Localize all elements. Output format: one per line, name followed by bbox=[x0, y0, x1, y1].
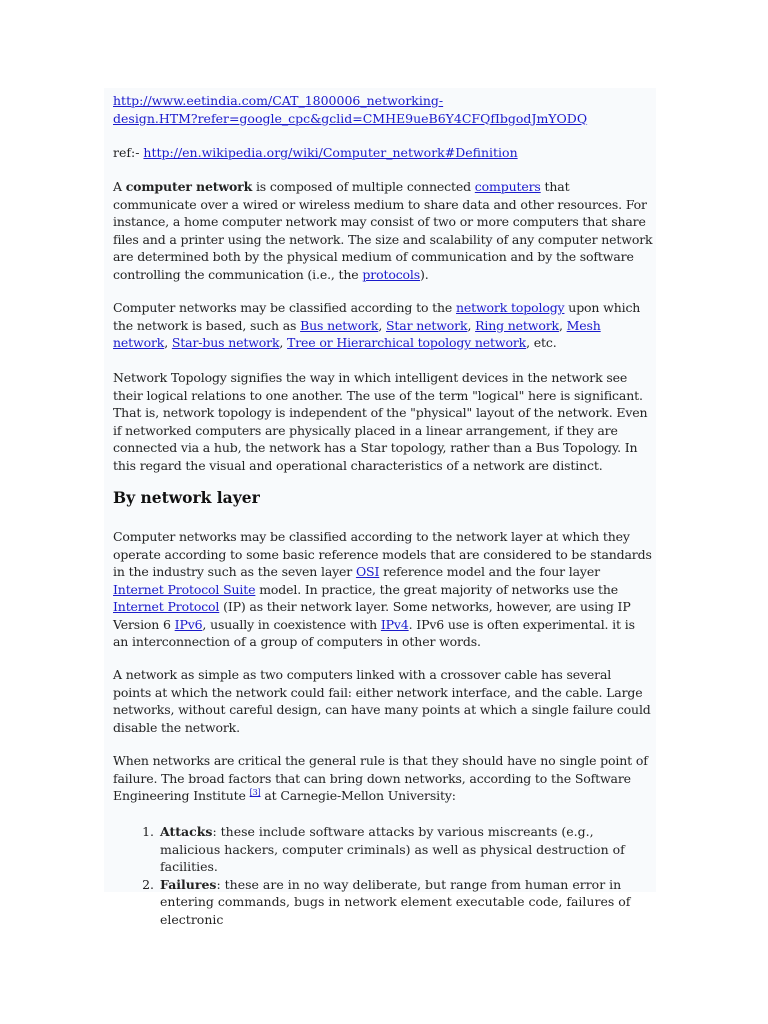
text-span: model. In practice, the great majority of networks use the bbox=[255, 581, 619, 597]
eetindia-link-line1: http://www.eetindia.com/CAT_1800006_networking- bbox=[113, 93, 444, 108]
text-span: reference model and the four layer bbox=[379, 564, 600, 579]
tree-topology-link[interactable]: Tree or Hierarchical topology network bbox=[287, 335, 527, 350]
eetindia-link-line2: design.HTM?refer=google_cpc&gclid=CMHE9ueB6Y4CFQfIbgodJmYODQ bbox=[113, 110, 588, 126]
text-span: , usually in coexistence with bbox=[202, 616, 381, 632]
separator: , bbox=[467, 317, 476, 333]
separator: , bbox=[164, 335, 172, 350]
separator: , bbox=[378, 317, 386, 333]
ipv6-link[interactable]: IPv6 bbox=[174, 616, 203, 632]
paragraph-network-layer bbox=[113, 528, 653, 651]
paragraph-critical-networks bbox=[113, 752, 653, 805]
section-heading: By network layer bbox=[113, 488, 260, 507]
internet-protocol-link[interactable]: Internet Protocol bbox=[113, 599, 220, 614]
text-span: Computer networks may be classified according to the network layer at which they operate according to some basic reference models that are considered to be standards in the industry such as the seven layer bbox=[113, 529, 652, 579]
eetindia-link[interactable] bbox=[113, 93, 587, 126]
star-network-link[interactable]: Star network bbox=[386, 317, 468, 333]
text-span: is composed of multiple connected bbox=[252, 179, 475, 194]
text-span: , etc. bbox=[526, 335, 557, 350]
source-link-block bbox=[113, 92, 653, 127]
text-span: . IPv6 use is often experimental. it is an interconnection of a group of computers in other words. bbox=[113, 616, 635, 649]
separator: , bbox=[279, 335, 288, 350]
separator: , bbox=[558, 317, 567, 333]
section-heading-block bbox=[113, 489, 653, 507]
footnote-3-link[interactable]: [3] bbox=[249, 787, 261, 797]
list-item-text: : these include software attacks by various miscreants (e.g., malicious hackers, computer criminals) as well as physical destruction of facilities. bbox=[160, 824, 625, 874]
ref-line bbox=[113, 144, 653, 162]
list-item-text: : these are in no way deliberate, but range from human error in entering commands, bugs in network element executable code, failures of electronic bbox=[160, 876, 631, 927]
document-page bbox=[104, 88, 656, 927]
failure-points-text: A network as simple as two computers linked with a crossover cable has several points at which the network could fail: either network interface, and the cable. Large networks, without careful design, can have many points at which a single failure could disable the network. bbox=[113, 667, 651, 735]
text-span: (IP) as their network layer. Some networks, however, are using IP Version 6 bbox=[113, 599, 631, 632]
star-bus-network-link[interactable]: Star-bus network bbox=[171, 335, 280, 350]
network-topology-link[interactable]: network topology bbox=[455, 300, 565, 315]
list-item bbox=[158, 823, 653, 876]
factors-list-block bbox=[113, 823, 653, 928]
ref-prefix: ref:- bbox=[113, 145, 144, 160]
paragraph-failure-points bbox=[113, 666, 653, 736]
computers-link[interactable]: computers bbox=[474, 179, 541, 194]
ring-network-link[interactable]: Ring network bbox=[475, 317, 559, 333]
text-span: Computer networks may be classified according to the bbox=[113, 300, 456, 315]
osi-link[interactable]: OSI bbox=[355, 564, 380, 579]
text-span: A bbox=[113, 179, 126, 194]
text-span: at Carnegie-Mellon University: bbox=[260, 788, 456, 803]
bold-term-computer-network: computer network bbox=[125, 179, 253, 194]
ipv4-link[interactable]: IPv4 bbox=[380, 616, 409, 632]
paragraph-topology-meaning bbox=[113, 369, 653, 474]
protocols-link[interactable]: protocols bbox=[362, 266, 421, 282]
mesh-network-link[interactable]: Mesh network bbox=[113, 317, 601, 350]
text-span: that communicate over a wired or wireless medium to share data and other resources. For instance, a home computer network may consist of two or more computers that share files and a printer using the network. The size and scalability of any computer network are determined both by the physical medium of communication and by the software controlling the communication (i.e., the bbox=[113, 179, 653, 282]
text-span: When networks are critical the general rule is that they should have no single point of failure. The broad factors that can bring down networks, according to the Software Engineering Institute bbox=[113, 753, 648, 803]
text-span: upon which the network is based, such as bbox=[113, 300, 641, 333]
topology-meaning-text: Network Topology signifies the way in which intelligent devices in the network see their logical relations to one another. The use of the term "logical" here is significant. That is, network topology is independent of the "physical" layout of the network. Even if networked computers are physically placed in a linear arrangement, if they are connected via a hub, the network has a Star topology, rather than a Bus Topology. In this regard the visual and operational characteristics of a network are distinct. bbox=[113, 370, 648, 473]
list-item bbox=[158, 876, 653, 929]
list-item-term: Attacks bbox=[160, 824, 213, 839]
list-item-term: Failures bbox=[160, 876, 217, 892]
paragraph-definition bbox=[113, 178, 653, 283]
paragraph-topology-types bbox=[113, 299, 653, 352]
internet-protocol-suite-link[interactable]: Internet Protocol Suite bbox=[113, 581, 256, 597]
text-span: ). bbox=[420, 266, 429, 282]
wikipedia-link[interactable]: http://en.wikipedia.org/wiki/Computer_network#Definition bbox=[143, 145, 518, 160]
factors-list bbox=[113, 823, 653, 928]
bus-network-link[interactable]: Bus network bbox=[300, 317, 379, 333]
